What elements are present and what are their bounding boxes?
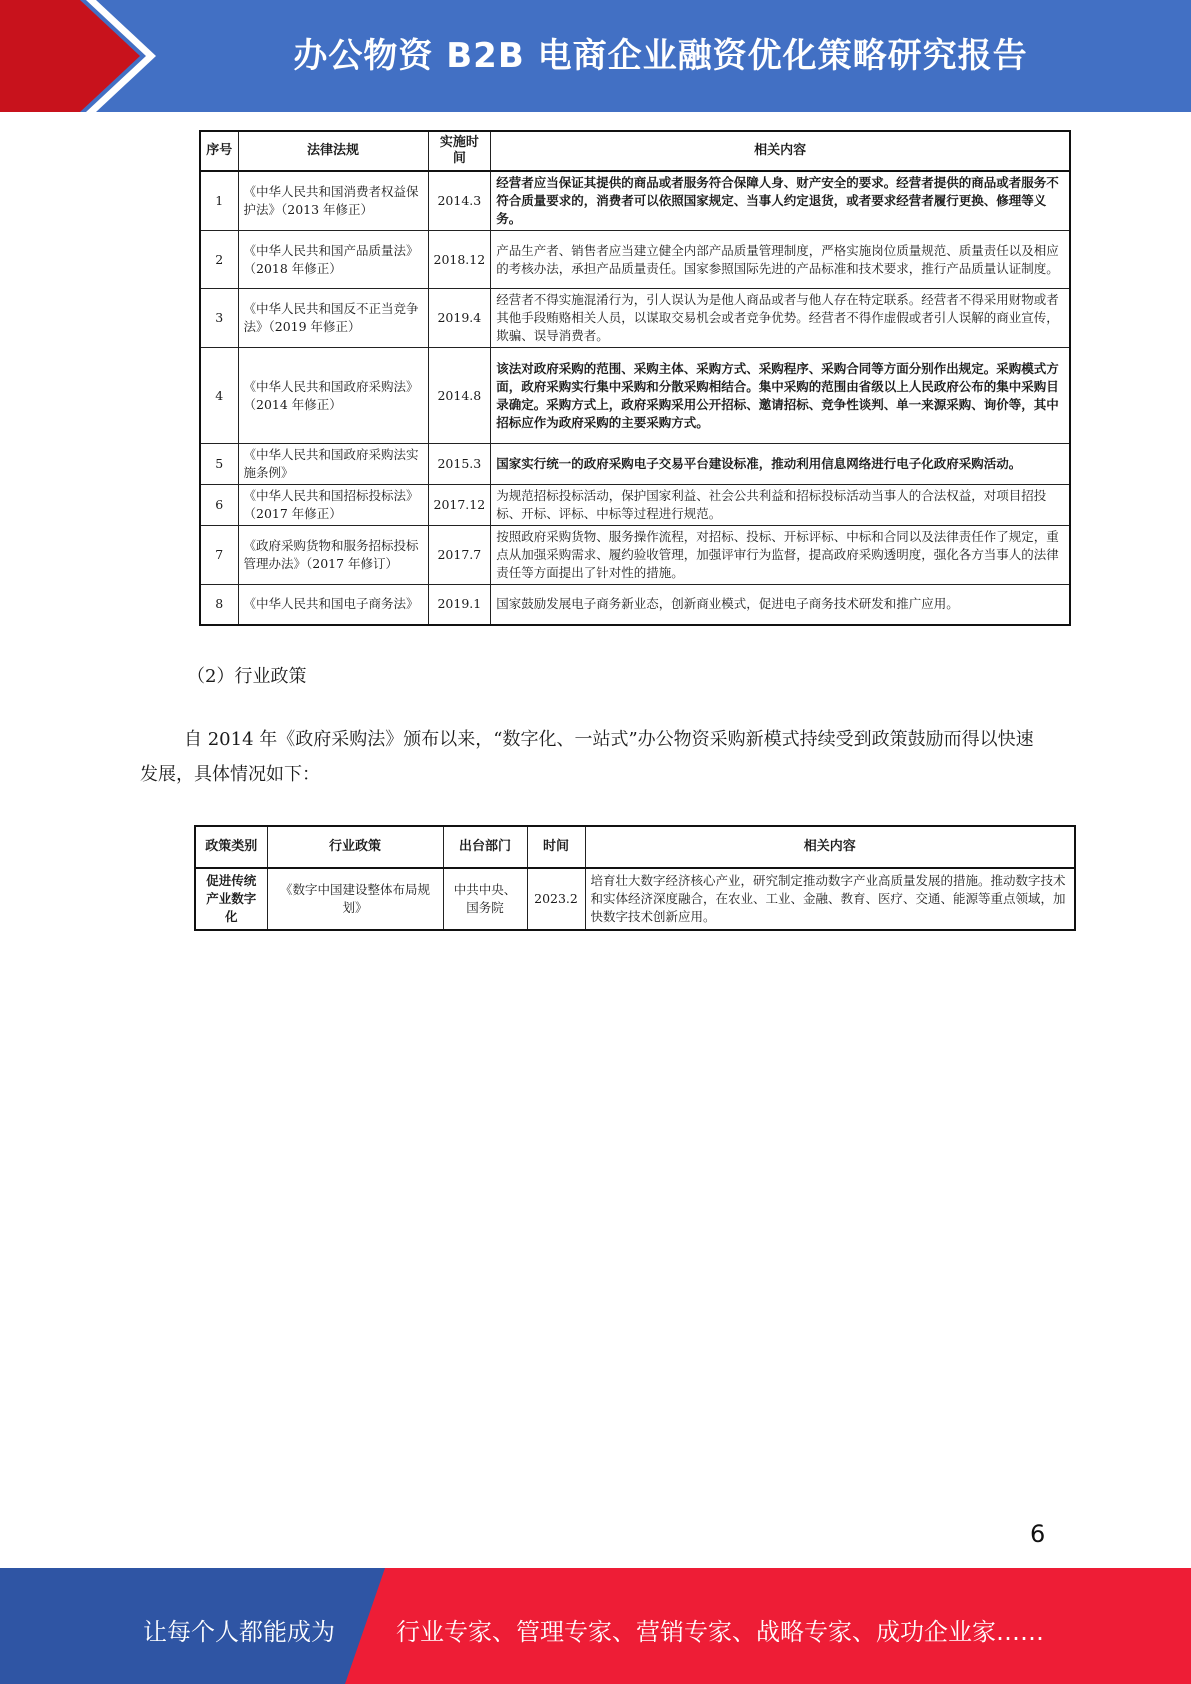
row-no: 8 bbox=[200, 585, 238, 625]
industry-policy-table bbox=[194, 825, 1076, 931]
row-time: 2017.12 bbox=[428, 485, 491, 526]
row-time: 2014.3 bbox=[428, 171, 491, 231]
row-no: 1 bbox=[200, 171, 238, 231]
row-time: 2014.8 bbox=[428, 348, 491, 444]
row-time: 2023.2 bbox=[527, 868, 585, 930]
row-law: 《中华人民共和国反不正当竞争法》（2019 年修正） bbox=[238, 289, 428, 348]
row-time: 2019.4 bbox=[428, 289, 491, 348]
col-header-content: 相关内容 bbox=[585, 826, 1075, 868]
body-paragraph: 自 2014 年《政府采购法》颁布以来，“数字化、一站式”办公物资采购新模式持续受到政策鼓励而得以快速发展，具体情况如下： bbox=[140, 729, 1034, 785]
row-content: 产品生产者、销售者应当建立健全内部产品质量管理制度，严格实施岗位质量规范、质量责任以及相应的考核办法，承担产品质量责任。国家参照国际先进的产品标准和技术要求，推行产品质量认证制度。 bbox=[491, 231, 1070, 289]
row-time: 2018.12 bbox=[428, 231, 491, 289]
row-content: 国家实行统一的政府采购电子交易平台建设标准，推动利用信息网络进行电子化政府采购活动。 bbox=[491, 444, 1070, 485]
row-no: 4 bbox=[200, 348, 238, 444]
row-content: 为规范招标投标活动，保护国家利益、社会公共利益和招标投标活动当事人的合法权益，对项目招投标、开标、评标、中标等过程进行规范。 bbox=[491, 485, 1070, 526]
table-row bbox=[200, 526, 1070, 585]
law-regulation-table bbox=[199, 130, 1071, 626]
row-policy: 《数字中国建设整体布局规划》 bbox=[267, 868, 443, 930]
row-content: 经营者应当保证其提供的商品或者服务符合保障人身、财产安全的要求。经营者提供的商品或者服务不符合质量要求的，消费者可以依照国家规定、当事人约定退货，或者要求经营者履行更换、修理等义务。 bbox=[491, 171, 1070, 231]
footer-slogan-right: 行业专家、管理专家、营销专家、战略专家、成功企业家…… bbox=[396, 1618, 1044, 1646]
row-law: 《中华人民共和国招标投标法》（2017 年修正） bbox=[238, 485, 428, 526]
table-row bbox=[200, 585, 1070, 625]
row-no: 3 bbox=[200, 289, 238, 348]
row-content: 按照政府采购货物、服务操作流程，对招标、投标、开标评标、中标和合同以及法律责任作了规定，重点从加强采购需求、履约验收管理，加强评审行为监督，提高政府采购透明度，强化各方当事人的法律责任等方面提出了针对性的措施。 bbox=[491, 526, 1070, 585]
row-no: 6 bbox=[200, 485, 238, 526]
table-row bbox=[200, 171, 1070, 231]
row-law: 《中华人民共和国电子商务法》 bbox=[238, 585, 428, 625]
table-row bbox=[200, 485, 1070, 526]
table-row bbox=[195, 868, 1075, 930]
report-title: 办公物资 B2B 电商企业融资优化策略研究报告 bbox=[293, 36, 1028, 76]
row-law: 《中华人民共和国政府采购法实施条例》 bbox=[238, 444, 428, 485]
row-time: 2019.1 bbox=[428, 585, 491, 625]
row-content: 经营者不得实施混淆行为，引人误认为是他人商品或者与他人存在特定联系。经营者不得采用财物或者其他手段贿赂相关人员，以谋取交易机会或者竞争优势。经营者不得作虚假或者引人误解的商业宣传，欺骗、误导消费者。 bbox=[491, 289, 1070, 348]
page-number: 6 bbox=[1030, 1520, 1046, 1548]
page-footer bbox=[0, 1568, 1191, 1684]
col-header-time: 时间 bbox=[527, 826, 585, 868]
col-header-category: 政策类别 bbox=[195, 826, 267, 868]
table-row bbox=[200, 289, 1070, 348]
row-law: 《中华人民共和国消费者权益保护法》（2013 年修正） bbox=[238, 171, 428, 231]
col-header-no: 序号 bbox=[200, 131, 238, 171]
row-no: 5 bbox=[200, 444, 238, 485]
page-header bbox=[0, 0, 1191, 112]
row-no: 2 bbox=[200, 231, 238, 289]
row-category: 促进传统产业数字化 bbox=[195, 868, 267, 930]
footer-slogan-left: 让每个人都能成为 bbox=[143, 1618, 335, 1646]
section-heading: （2）行业政策 bbox=[187, 666, 307, 687]
col-header-content: 相关内容 bbox=[491, 131, 1070, 171]
row-content: 培育壮大数字经济核心产业，研究制定推动数字产业高质量发展的措施。推动数字技术和实体经济深度融合，在农业、工业、金融、教育、医疗、交通、能源等重点领域，加快数字技术创新应用。 bbox=[585, 868, 1075, 930]
table-row bbox=[200, 444, 1070, 485]
row-no: 7 bbox=[200, 526, 238, 585]
header-arrow-icon bbox=[0, 0, 160, 112]
row-time: 2015.3 bbox=[428, 444, 491, 485]
col-header-time: 实施时间 bbox=[428, 131, 491, 171]
row-law: 《中华人民共和国政府采购法》（2014 年修正） bbox=[238, 348, 428, 444]
row-law: 《政府采购货物和服务招标投标管理办法》（2017 年修订） bbox=[238, 526, 428, 585]
col-header-policy: 行业政策 bbox=[267, 826, 443, 868]
col-header-dept: 出台部门 bbox=[443, 826, 527, 868]
row-dept: 中共中央、国务院 bbox=[443, 868, 527, 930]
row-law: 《中华人民共和国产品质量法》（2018 年修正） bbox=[238, 231, 428, 289]
col-header-law: 法律法规 bbox=[238, 131, 428, 171]
table-row bbox=[200, 231, 1070, 289]
row-content: 国家鼓励发展电子商务新业态，创新商业模式，促进电子商务技术研发和推广应用。 bbox=[491, 585, 1070, 625]
row-time: 2017.7 bbox=[428, 526, 491, 585]
table-row bbox=[200, 348, 1070, 444]
row-content: 该法对政府采购的范围、采购主体、采购方式、采购程序、采购合同等方面分别作出规定。采购模式方面，政府采购实行集中采购和分散采购相结合。集中采购的范围由省级以上人民政府公布的集中采购目录确定。采购方式上，政府采购采用公开招标、邀请招标、竞争性谈判、单一来源采购、询价等，其中招标应作为政府采购的主要采购方式。 bbox=[491, 348, 1070, 444]
